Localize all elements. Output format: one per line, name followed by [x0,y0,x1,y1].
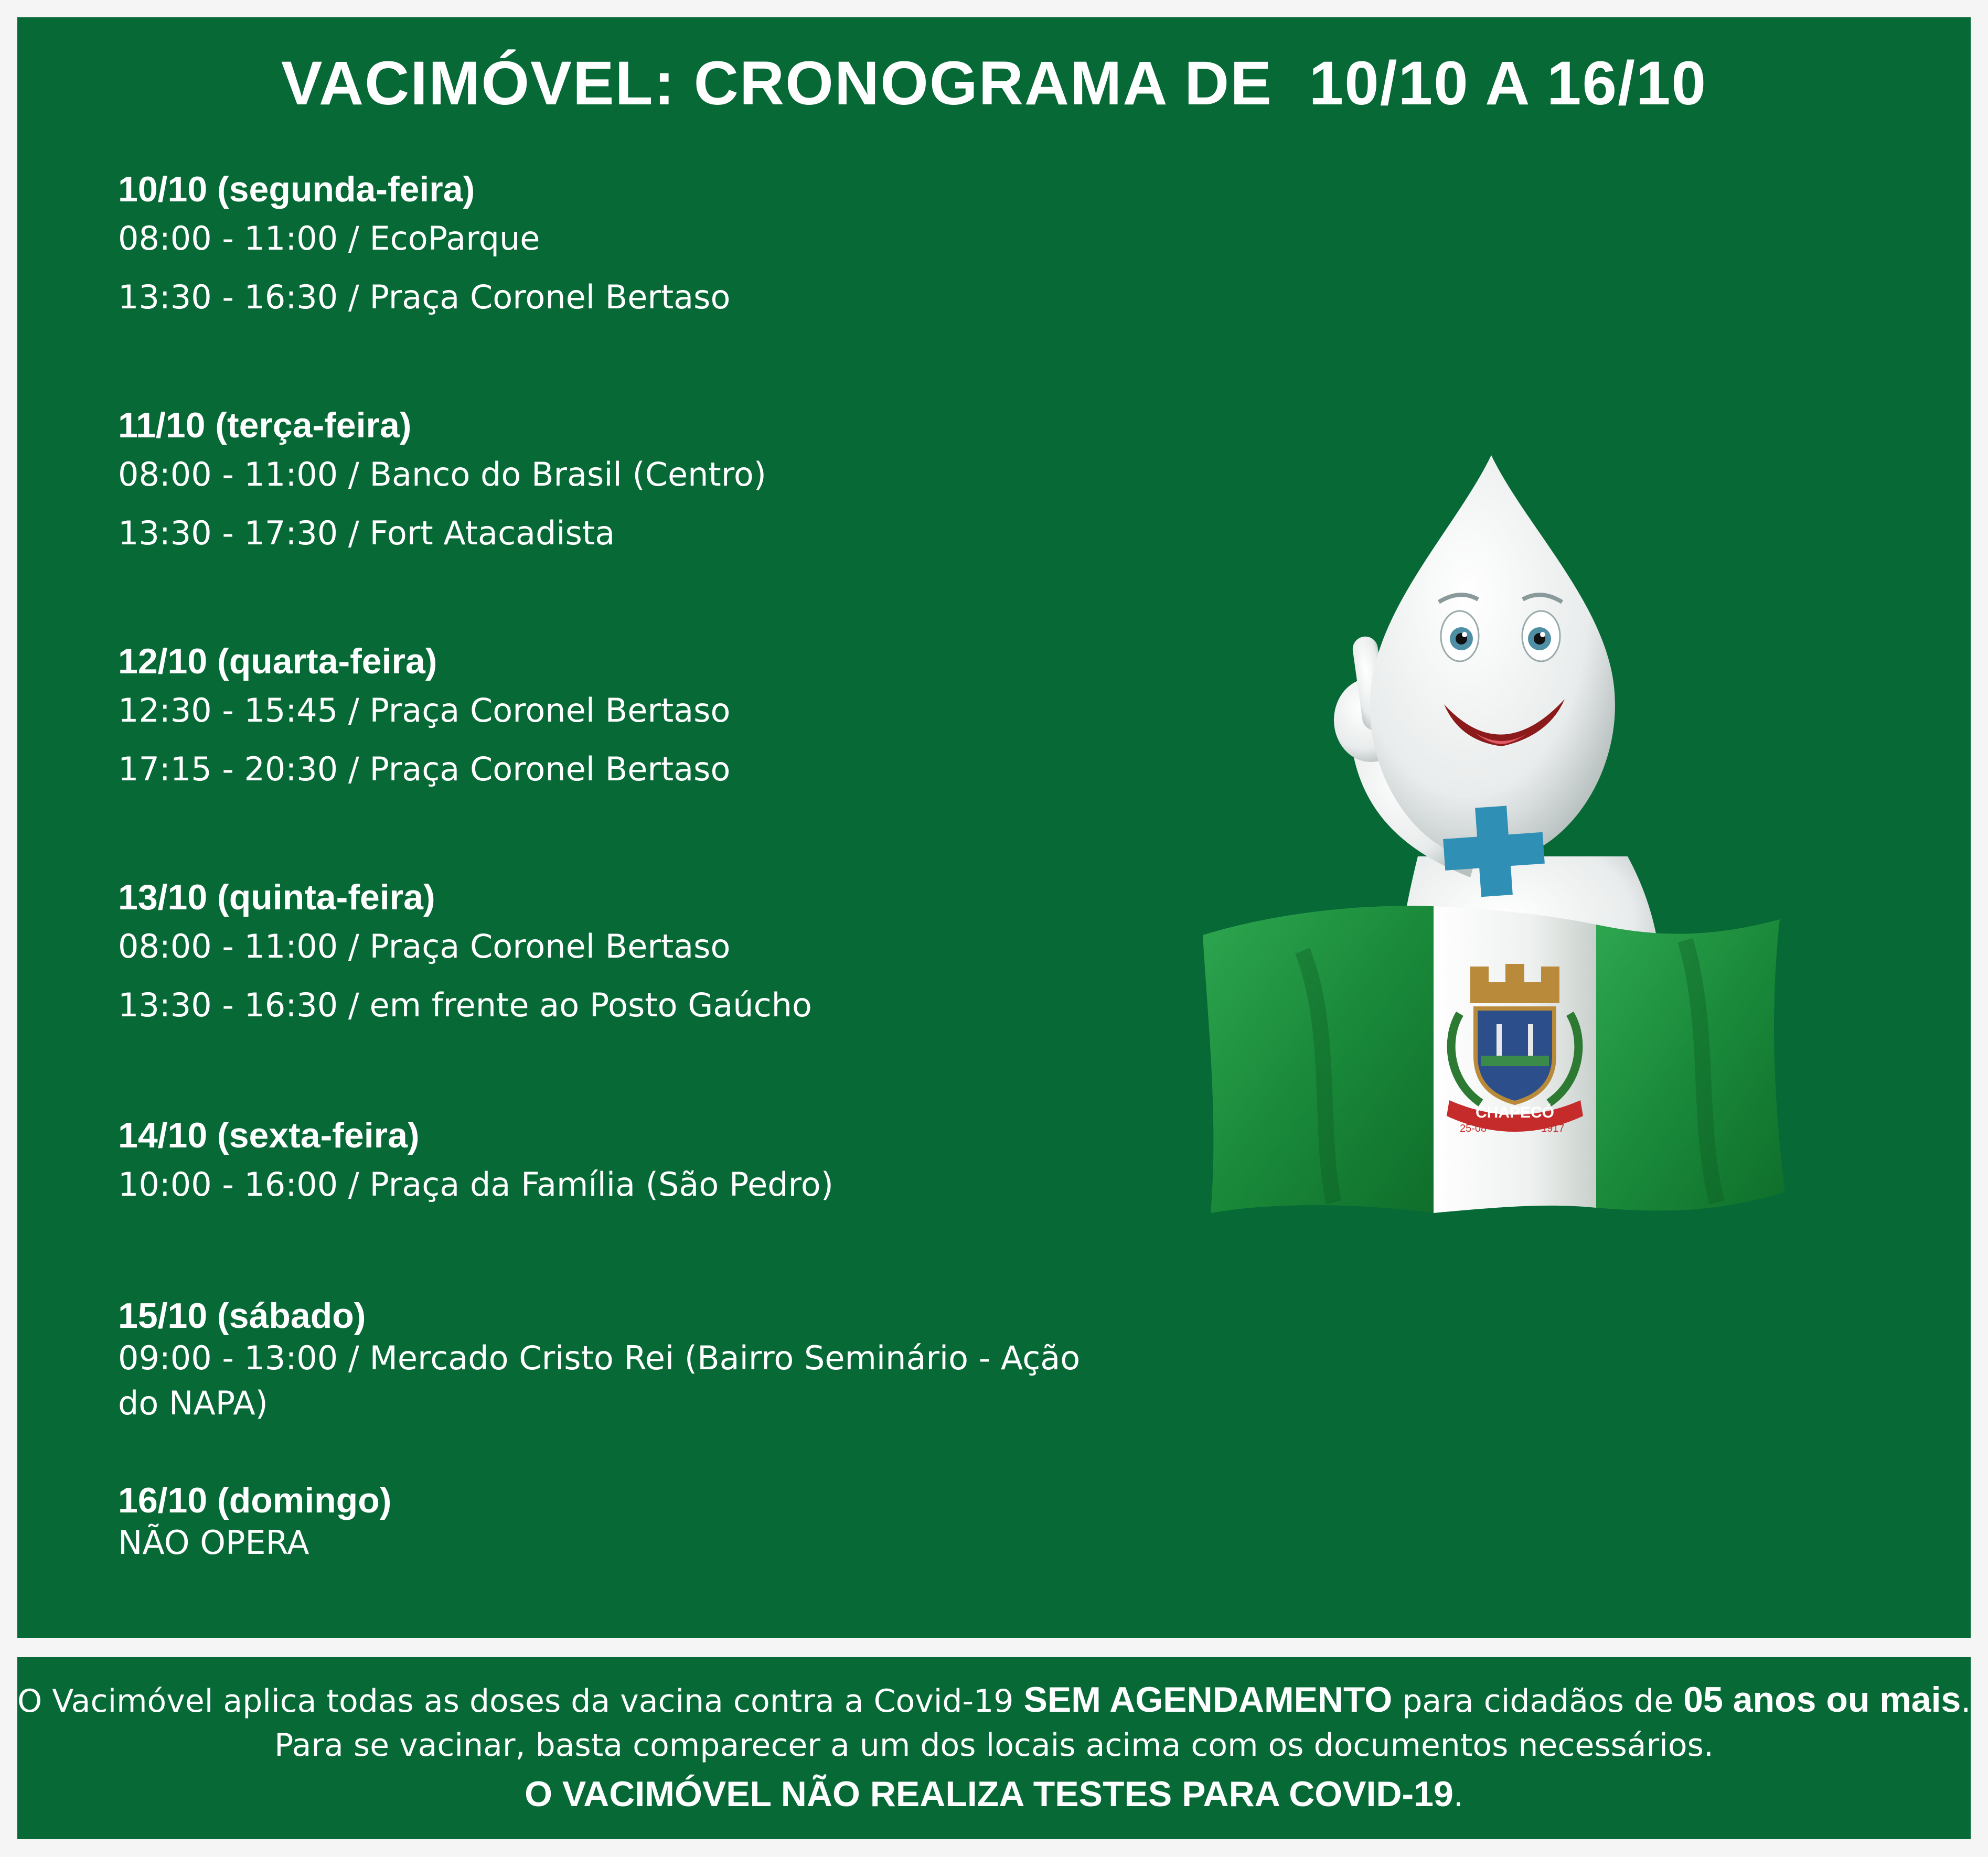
time-slot: 13:30 - 16:30 / Praça Coronel Bertaso [118,278,731,316]
time-slot: 09:00 - 13:00 / Mercado Cristo Rei (Bairro Seminário - Ação do NAPA) [118,1339,1081,1422]
day-block [118,1480,391,1565]
footer-line-1 [17,1679,1971,1720]
time-slot: 13:30 - 17:30 / Fort Atacadista [118,514,615,552]
time-slot: 08:00 - 11:00 / Praça Coronel Bertaso [118,927,731,965]
chapeco-flag [1203,906,1785,1213]
day-title: 15/10 (sábado) [118,1296,366,1336]
day-title: 10/10 (segunda-feira) [118,169,475,209]
slot-list [118,1520,391,1565]
time-slot: 10:00 - 16:00 / Praça da Família (São Pedro) [118,1165,833,1204]
page-title: VACIMÓVEL: CRONOGRAMA DE 10/10 A 16/10 [281,49,1707,118]
time-slot: 08:00 - 11:00 / EcoParque [118,219,540,257]
seal-date-left: 25-08 [1460,1123,1487,1134]
footer-text: . [1961,1683,1971,1720]
seal-date-right: 1917 [1541,1123,1565,1134]
footer-text: . [1453,1777,1463,1814]
seal-name: CHAPECÓ [1475,1104,1555,1121]
day-block [118,877,812,1035]
day-block [118,169,730,327]
day-title: 11/10 (terça-feira) [118,405,412,445]
slot-list [118,681,730,799]
time-slot: 13:30 - 16:30 / em frente ao Posto Gaúcho [118,986,812,1024]
footer-line-3 [17,1774,1971,1815]
slot-list [118,445,766,563]
slot-list [118,209,730,327]
schedule-panel [17,17,1971,1638]
day-block [118,405,766,563]
footer-panel [17,1657,1971,1839]
time-slot: NÃO OPERA [118,1523,309,1562]
footer-line-2: Para se vacinar, basta comparecer a um dos locais acima com os documentos necessários. [274,1727,1714,1764]
day-title: 12/10 (quarta-feira) [118,641,437,681]
day-title: 14/10 (sexta-feira) [118,1115,420,1155]
time-slot: 17:15 - 20:30 / Praça Coronel Bertaso [118,750,731,788]
footer-text: para cidadãos de [1392,1683,1684,1720]
day-block [118,641,730,799]
footer-emphasis: O VACIMÓVEL NÃO REALIZA TESTES PARA COVID-19 [525,1774,1453,1814]
day-title: 13/10 (quinta-feira) [118,877,435,917]
footer-emphasis: 05 anos ou mais [1683,1680,1961,1720]
footer-emphasis: SEM AGENDAMENTO [1023,1680,1393,1720]
day-block [118,1115,833,1214]
slot-list [118,1336,1115,1426]
mascot-head [1370,455,1615,862]
slot-list [118,1155,833,1214]
time-slot: 08:00 - 11:00 / Banco do Brasil (Centro) [118,455,766,493]
day-title: 16/10 (domingo) [118,1480,392,1520]
day-block [118,1296,1115,1426]
footer-text: O Vacimóvel aplica todas as doses da vacina contra a Covid-19 [17,1683,1024,1720]
slot-list [118,917,812,1035]
time-slot: 12:30 - 15:45 / Praça Coronel Bertaso [118,691,731,729]
mascot-illustration [1198,426,1790,1223]
